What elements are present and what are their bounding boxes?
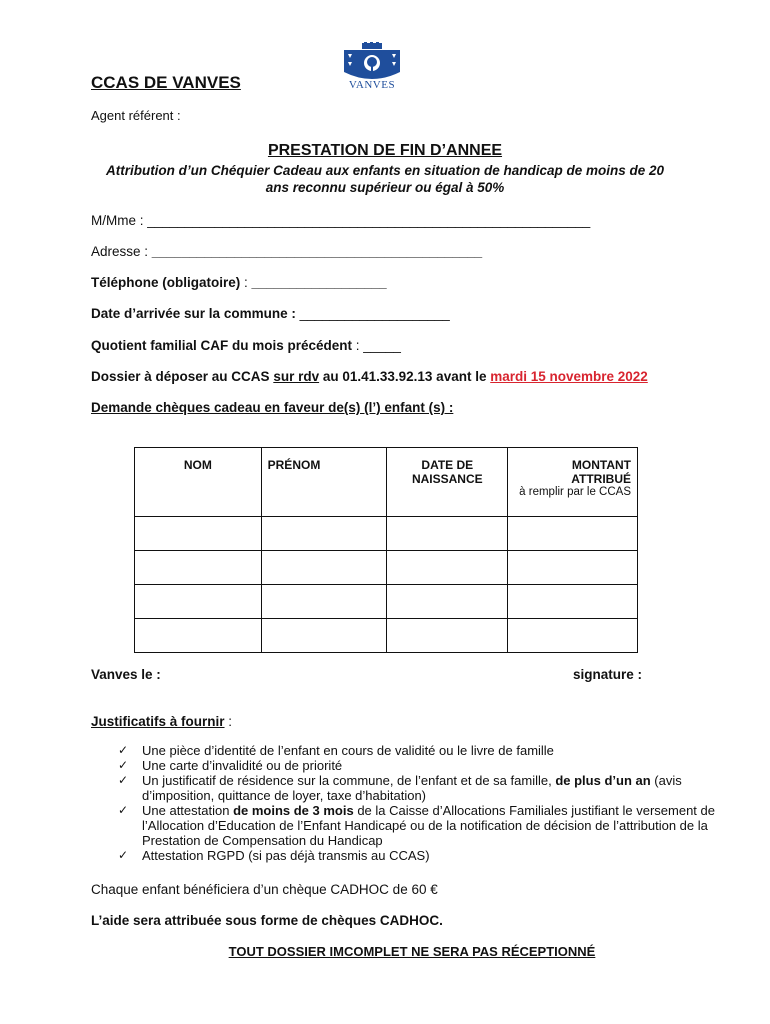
quotient-sep: : <box>352 338 364 353</box>
children-table <box>134 447 638 653</box>
org-name: CCAS DE VANVES <box>91 73 241 92</box>
check-icon: ✓ <box>118 743 129 757</box>
request-heading: Demande chèques cadeau en faveur de(s) (l’) enfant (s) : <box>91 400 454 415</box>
item-text: Attestation RGPD (si pas déjà transmis au CCAS) <box>142 848 430 863</box>
arrival-label: Date d’arrivée sur la commune : <box>91 306 300 321</box>
cell-nom[interactable] <box>135 585 262 619</box>
name-blank[interactable]: ___________________________________________________________ <box>147 213 591 228</box>
arrival-blank[interactable]: ____________________ <box>299 306 450 321</box>
vanves-logo <box>340 42 404 92</box>
col-montant <box>508 448 638 517</box>
cell-nom[interactable] <box>135 619 262 653</box>
address-field[interactable] <box>91 244 482 259</box>
table-row <box>135 517 638 551</box>
table-row <box>135 619 638 653</box>
check-icon: ✓ <box>118 758 129 772</box>
signature-label: signature : <box>573 667 643 682</box>
cheque-note: Chaque enfant bénéficiera d’un chèque CADHOC de 60 € <box>91 882 438 897</box>
check-icon: ✓ <box>118 803 129 817</box>
cell-montant[interactable] <box>508 551 638 585</box>
cell-date[interactable] <box>387 551 508 585</box>
cell-nom[interactable] <box>135 517 262 551</box>
cell-prenom[interactable] <box>261 517 387 551</box>
check-icon: ✓ <box>118 848 129 862</box>
list-item <box>118 848 738 863</box>
justificatifs-title: Justificatifs à fournir <box>91 714 225 729</box>
item-text: Une attestation <box>142 803 234 818</box>
vanves-le-label: Vanves le : <box>91 667 161 682</box>
item-text: Un justificatif de résidence sur la commune, de l’enfant et de sa famille, <box>142 773 556 788</box>
cell-prenom[interactable] <box>261 619 387 653</box>
name-field[interactable] <box>91 213 590 228</box>
dossier-rdv: sur rdv <box>273 369 320 384</box>
justificatifs-heading <box>91 714 232 729</box>
col-montant-label: MONTANT ATTRIBUÉ <box>571 458 631 486</box>
phone-blank[interactable]: __________________ <box>251 275 387 290</box>
item-text: Une carte d’invalidité ou de priorité <box>142 758 343 773</box>
cell-nom[interactable] <box>135 551 262 585</box>
address-blank[interactable]: ____________________________________________ <box>151 244 483 259</box>
item-text: de la Caisse d’Allocations Familiales justifiant le versement de l’Allocation d’Education de l’Enfant Handicapé ou de la notification de décision de l’attribution de la Prestation de Compensation du Handicap <box>142 803 715 848</box>
list-item <box>118 803 738 848</box>
phone-label: Téléphone (obligatoire) <box>91 275 241 290</box>
col-montant-note: à remplir par le CCAS <box>519 486 631 498</box>
agent-referent-label: Agent référent : <box>91 108 181 123</box>
item-text: (avis d’imposition, quittance de loyer, taxe d’habitation) <box>142 773 682 803</box>
page-title: PRESTATION DE FIN D’ANNEE <box>267 142 503 159</box>
cell-prenom[interactable] <box>261 585 387 619</box>
incomplete-warning: TOUT DOSSIER IMCOMPLET NE SERA PAS RÉCEPTIONNÉ <box>228 944 596 959</box>
dossier-middle: au 01.41.33.92.13 avant le <box>319 369 491 384</box>
list-item <box>118 758 738 773</box>
justificatifs-list <box>118 743 738 863</box>
col-date-naissance: DATE DE NAISSANCE <box>387 448 508 517</box>
col-nom: NOM <box>135 448 262 517</box>
phone-field[interactable] <box>91 275 387 290</box>
col-prenom: PRÉNOM <box>261 448 387 517</box>
cell-montant[interactable] <box>508 517 638 551</box>
list-item <box>118 773 738 803</box>
table-row <box>135 551 638 585</box>
table-header-row <box>135 448 638 517</box>
dossier-deadline: mardi 15 novembre 2022 <box>490 369 648 384</box>
arrival-date-field[interactable] <box>91 306 450 321</box>
item-text: Une pièce d’identité de l’enfant en cours de validité ou le livre de famille <box>142 743 554 758</box>
cell-date[interactable] <box>387 619 508 653</box>
list-item <box>118 743 738 758</box>
cell-montant[interactable] <box>508 619 638 653</box>
quotient-label: Quotient familial CAF du mois précédent <box>91 338 353 353</box>
cell-montant[interactable] <box>508 585 638 619</box>
cell-prenom[interactable] <box>261 551 387 585</box>
page-subtitle: Attribution d’un Chéquier Cadeau aux enfants en situation de handicap de moins de 20 ans reconnu supérieur ou égal à 50% <box>105 163 665 195</box>
item-text-bold: de plus d’un an <box>555 773 651 788</box>
table-row <box>135 585 638 619</box>
cell-date[interactable] <box>387 517 508 551</box>
aid-note: L’aide sera attribuée sous forme de chèques CADHOC. <box>91 913 443 928</box>
item-text-bold: de moins de 3 mois <box>233 803 354 818</box>
check-icon: ✓ <box>118 773 129 787</box>
phone-sep: : <box>240 275 252 290</box>
dossier-instructions <box>91 369 648 384</box>
quotient-blank[interactable]: _____ <box>363 338 401 353</box>
name-label: M/Mme : <box>91 213 148 228</box>
logo-text: VANVES <box>348 79 396 91</box>
dossier-prefix: Dossier à déposer au CCAS <box>91 369 274 384</box>
justificatifs-colon: : <box>224 714 233 729</box>
quotient-field[interactable] <box>91 338 401 353</box>
address-label: Adresse : <box>91 244 152 259</box>
cell-date[interactable] <box>387 585 508 619</box>
